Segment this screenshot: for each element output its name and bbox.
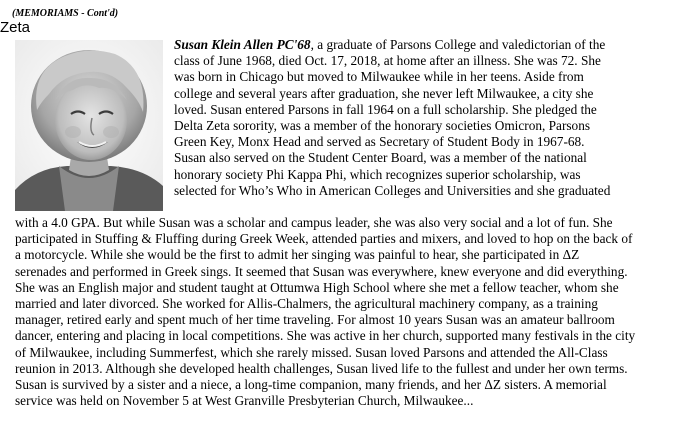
- article-line: selected for Who’s Who in American Colleges and Universities and she graduated: [174, 182, 611, 198]
- article-line: manager, retired early and spent much of her time traveling. For almost 10 years Susan was an amateur ballroom: [15, 312, 615, 328]
- subject-name: Susan Klein Allen PC'68: [174, 37, 311, 52]
- article-line: dancer, entering and placing in local competitions. She was active in her church, supported many festivals in the city: [15, 328, 636, 344]
- article-line: was born in Chicago but moved to Milwaukee while in her teens. Aside from: [174, 69, 584, 85]
- section-title: Zeta: [0, 19, 31, 36]
- article-line: class of June 1968, died Oct. 17, 2018, at home after an illness. She was 72. She: [174, 53, 601, 69]
- portrait-photo: [15, 40, 163, 211]
- article-line: Susan is survived by a sister and a niece, a long-time companion, many friends, and her ΔZ sisters. A memorial: [15, 376, 607, 392]
- article-line: She was an English major and student taught at Ottumwa High School where she met a fellow teacher, whom she: [15, 279, 619, 295]
- article-line: loved. Susan entered Parsons in fall 1964 on a full scholarship. She pledged the: [174, 101, 597, 117]
- article-line: reunion in 2013. Although she developed health challenges, Susan lived life to the fullest and under her own terms.: [15, 360, 628, 376]
- article-line: Susan also served on the Student Center Board, was a member of the national: [174, 150, 587, 166]
- article-line: a motorcycle. While she would be the first to admit her singing was painful to hear, she participated in ΔZ: [15, 247, 580, 263]
- article-line: married and later divorced. She worked for Allis-Chalmers, the agricultural machinery company, as a training: [15, 295, 598, 311]
- article-line-first: [174, 37, 610, 53]
- article-line: honorary society Phi Kappa Phi, which recognizes superior scholarship, was: [174, 166, 581, 182]
- article-line: with a 4.0 GPA. But while Susan was a scholar and campus leader, she was also very social and a lot of fun. She: [15, 215, 613, 230]
- article-line: Delta Zeta sorority, was a member of the honorary societies Omicron, Parsons: [174, 117, 591, 133]
- article-line: service was held on November 5 at West Granville Presbyterian Church, Milwaukee...: [15, 393, 474, 409]
- article-line: , a graduate of Parsons College and valedictorian of the: [310, 37, 606, 52]
- article-line: of Milwaukee, including Summerfest, which she rarely missed. Susan loved Parsons and attended the All-Class: [15, 344, 608, 360]
- header-label: (MEMORIAMS - Cont'd): [12, 8, 119, 19]
- article-line: college and several years after graduation, she never left Milwaukee, a city she: [174, 85, 594, 101]
- article-line: serenades and performed in Greek sings. It seemed that Susan was everywhere, knew everyone and did everything.: [15, 263, 628, 279]
- article-line: participated in Stuffing & Fluffing during Greek Week, attended parties and mixers, and loved to hop on the back of: [15, 231, 633, 247]
- article-intro: [174, 37, 610, 199]
- article-body: [15, 215, 635, 409]
- article-line: Green Key, Monx Head and served as Secretary of Student Body in 1967-68.: [174, 134, 585, 150]
